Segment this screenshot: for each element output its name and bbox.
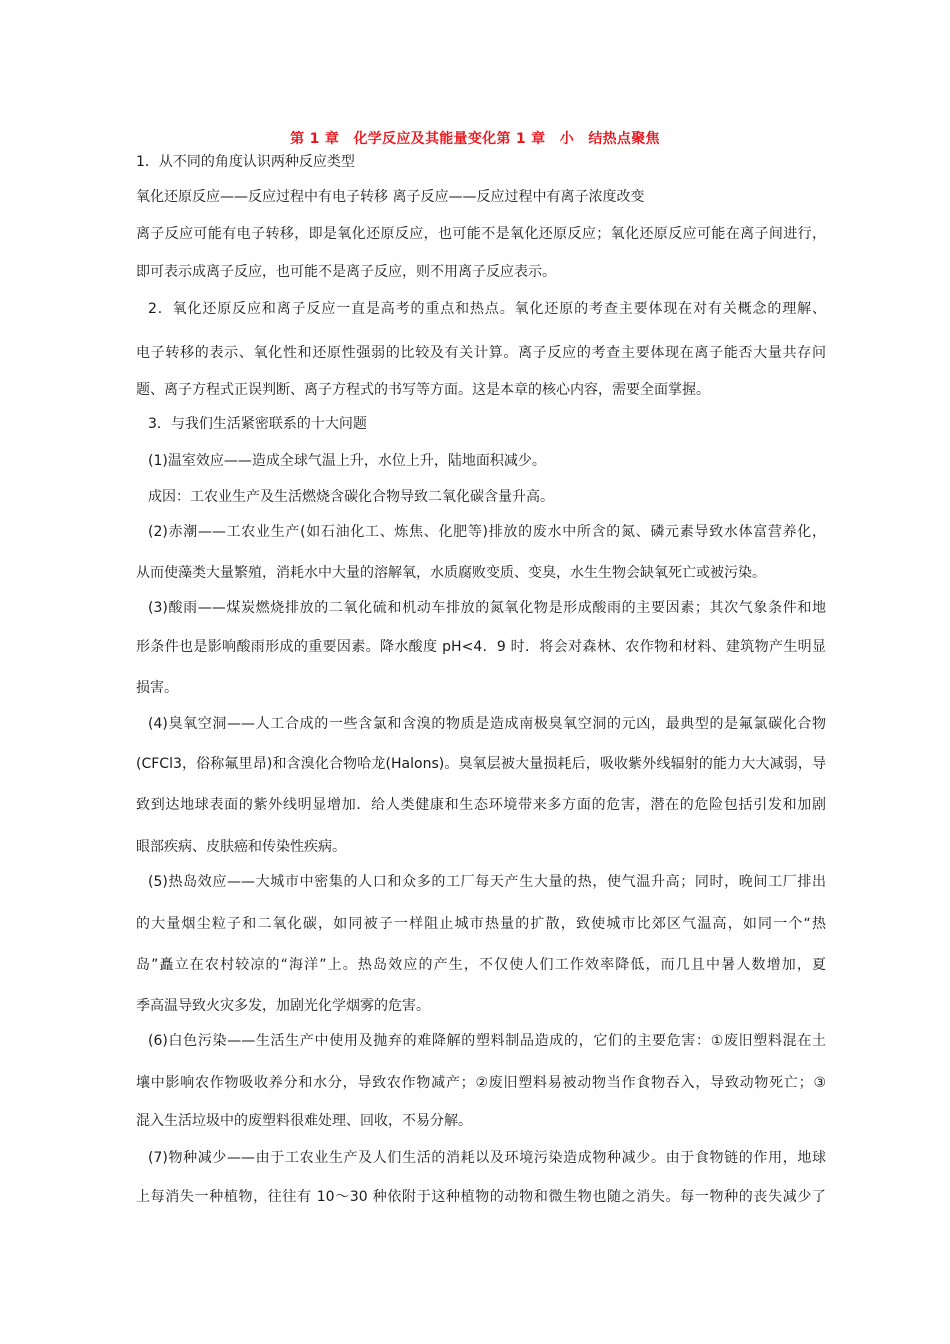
text-line: 季高温导致火灾多发，加剧光化学烟雾的危害。 bbox=[136, 998, 430, 1014]
text-line: 即可表示成离子反应，也可能不是离子反应，则不用离子反应表示。 bbox=[136, 264, 556, 280]
text-line: 题、离子方程式正误判断、离子方程式的书写等方面。这是本章的核心内容，需要全面掌握。 bbox=[136, 382, 710, 398]
text-line: 从而使藻类大量繁殖，消耗水中大量的溶解氧，水质腐败变质、变臭，水生生物会缺氧死亡或被污染。 bbox=[136, 565, 766, 581]
text-line: 2．氧化还原反应和离子反应一直是高考的重点和热点。氧化还原的考查主要体现在对有关概念的理解、 bbox=[148, 301, 826, 317]
text-line: (2)赤潮——工农业生产(如石油化工、炼焦、化肥等)排放的废水中所含的氮、磷元素导致水体富营养化， bbox=[148, 524, 826, 540]
text-line: (4)臭氧空洞——人工合成的一些含氯和含溴的物质是造成南极臭氧空洞的元凶，最典型的是氟氯碳化合物 bbox=[148, 716, 826, 732]
text-line: 1．从不同的角度认识两种反应类型 bbox=[136, 154, 355, 170]
text-line: (7)物种减少——由于工农业生产及人们生活的消耗以及环境污染造成物种减少。由于食物链的作用，地球 bbox=[148, 1150, 826, 1166]
text-line: 离子反应可能有电子转移，即是氧化还原反应，也可能不是氧化还原反应；氧化还原反应可能在离子间进行， bbox=[136, 226, 826, 242]
text-line: (3)酸雨——煤炭燃烧排放的二氧化硫和机动车排放的氮氧化物是形成酸雨的主要因素；其次气象条件和地 bbox=[148, 600, 826, 616]
text-line: 上每消失一种植物，往往有 10～30 种依附于这种植物的动物和微生物也随之消失。每一物种的丧失减少了 bbox=[136, 1189, 826, 1205]
text-line: 的大量烟尘粒子和二氧化碳，如同被子一样阻止城市热量的扩散，致使城市比郊区气温高，如同一个“热 bbox=[136, 916, 826, 932]
text-line: 形条件也是影响酸雨形成的重要因素。降水酸度 pH<4．9 时．将会对森林、农作物和材料、建筑物产生明显 bbox=[136, 639, 826, 655]
text-line: 成因：工农业生产及生活燃烧含碳化合物导致二氧化碳含量升高。 bbox=[148, 489, 554, 505]
text-line: 损害。 bbox=[136, 680, 178, 696]
text-line: 混入生活垃圾中的废塑料很难处理、回收，不易分解。 bbox=[136, 1113, 472, 1129]
text-line: (CFCl3，俗称氟里昂)和含溴化合物哈龙(Halons)。臭氧层被大量损耗后，吸收紫外线辐射的能力大大减弱，导 bbox=[136, 756, 826, 772]
text-line: 致到达地球表面的紫外线明显增加．给人类健康和生态环境带来多方面的危害，潜在的危险包括引发和加剧 bbox=[136, 797, 826, 813]
text-line: (5)热岛效应——大城市中密集的人口和众多的工厂每天产生大量的热，使气温升高；同时，晚间工厂排出 bbox=[148, 874, 826, 890]
text-line: 氧化还原反应——反应过程中有电子转移 离子反应——反应过程中有离子浓度改变 bbox=[136, 189, 645, 205]
text-line: 壤中影响农作物吸收养分和水分，导致农作物减产；②废旧塑料易被动物当作食物吞入，导致动物死亡；③ bbox=[136, 1075, 826, 1091]
text-line: 眼部疾病、皮肤癌和传染性疾病。 bbox=[136, 839, 346, 855]
text-line: 3．与我们生活紧密联系的十大问题 bbox=[148, 416, 367, 432]
text-line: 岛”矗立在农村较凉的“海洋”上。热岛效应的产生，不仅使人们工作效率降低，而几且中暑人数增加，夏 bbox=[136, 957, 826, 973]
text-line: (6)白色污染——生活生产中使用及抛弃的难降解的塑料制品造成的，它们的主要危害：①废旧塑料混在土 bbox=[148, 1033, 826, 1049]
text-line: (1)温室效应——造成全球气温上升，水位上升，陆地面积减少。 bbox=[148, 453, 546, 469]
text-line: 电子转移的表示、氧化性和还原性强弱的比较及有关计算。离子反应的考查主要体现在离子能否大量共存问 bbox=[136, 345, 826, 361]
document-title: 第 1 章 化学反应及其能量变化第 1 章 小 结热点聚焦 bbox=[290, 131, 660, 147]
